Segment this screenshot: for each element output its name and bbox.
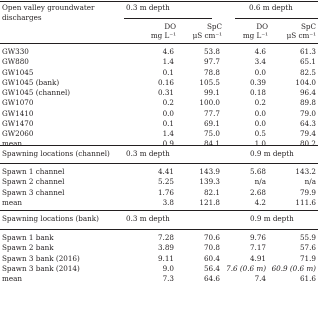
table-cell: 60.4: [203, 253, 220, 263]
table-cell: 3.8: [162, 197, 174, 207]
row-label: GW1045: [2, 67, 34, 77]
table-cell: 77.7: [203, 108, 220, 118]
table-cell: 61.6: [299, 274, 316, 283]
table-cell: 4.91: [249, 253, 266, 263]
row-label: GW330: [2, 47, 29, 56]
table-cell: 5.68: [249, 167, 266, 176]
table-cell: 4.2: [254, 197, 266, 207]
row-label: mean: [2, 139, 22, 149]
col-head-do-b-unit: mg L⁻¹: [242, 31, 268, 40]
table-cell: 0.0: [162, 108, 174, 118]
table-cell: 0.0: [254, 108, 266, 118]
table-cell: 100.0: [199, 98, 220, 108]
table-cell: 7.3: [162, 274, 174, 283]
table-cell: 78.8: [203, 67, 220, 77]
table-cell: 105.5: [199, 77, 220, 87]
table-cell: 2.68: [249, 187, 266, 197]
table-cell: 70.6: [203, 233, 220, 242]
section-3-depth-b: 0.9 m depth: [250, 214, 294, 223]
section-3-title: Spawning locations (bank): [2, 214, 99, 223]
section-1-title-line-2: discharges: [2, 13, 42, 22]
table-cell: 0.31: [157, 88, 174, 97]
table-cell: 7.6 (0.6 m): [226, 263, 266, 273]
table-cell: 0.2: [254, 98, 266, 108]
table-cell: 61.3: [299, 47, 316, 56]
table-cell: 121.8: [199, 197, 220, 207]
section-1-depth-b: 0.6 m depth: [249, 3, 293, 12]
section-2-depth-b: 0.9 m depth: [250, 149, 294, 158]
table-cell: 79.0: [299, 108, 316, 118]
table-cell: 55.9: [299, 233, 316, 242]
row-label: GW1410: [2, 108, 34, 118]
table-cell: n/a: [304, 177, 316, 187]
table-cell: 3.89: [157, 243, 174, 253]
table-cell: 4.6: [162, 47, 174, 56]
table-cell: 4.41: [157, 167, 174, 176]
table-cell: 7.17: [249, 243, 266, 253]
section-2-title: Spawning locations (channel): [2, 149, 110, 158]
row-label: mean: [2, 197, 22, 207]
section-1-header-rule: [0, 43, 318, 44]
row-label: Spawn 3 channel: [2, 187, 65, 197]
table-cell: 57.6: [299, 243, 316, 253]
table-cell: 0.16: [157, 77, 174, 87]
table-cell: 84.1: [203, 139, 220, 149]
col-head-do-b: DO: [256, 22, 268, 31]
table-cell: 0.0: [254, 67, 266, 77]
row-label: GW2060: [2, 129, 34, 138]
table-cell: 82.5: [299, 67, 316, 77]
table-cell: 9.0: [162, 263, 174, 273]
table-cell: 80.2: [299, 139, 316, 149]
section-3-header-rule: [0, 229, 318, 230]
table-cell: 64.3: [299, 118, 316, 128]
table-cell: 1.0: [254, 139, 266, 149]
table-cell: 0.18: [249, 88, 266, 97]
table-cell: n/a: [254, 177, 266, 187]
table-cell: 1.4: [162, 57, 174, 67]
row-label: Spawn 3 bank (2016): [2, 253, 80, 263]
table-cell: 3.4: [254, 57, 266, 67]
row-label: Spawn 1 bank: [2, 233, 54, 242]
table-cell: 89.8: [299, 98, 316, 108]
section-2-depth-a: 0.3 m depth: [126, 149, 170, 158]
row-label: mean: [2, 274, 22, 283]
table-cell: 0.1: [162, 67, 174, 77]
table-cell: 1.4: [162, 129, 174, 138]
table-cell: 53.8: [203, 47, 220, 56]
row-label: Spawn 2 bank: [2, 243, 54, 253]
row-label: GW1070: [2, 98, 34, 108]
table-cell: 4.6: [254, 47, 266, 56]
col-head-do-a: DO: [164, 22, 176, 31]
table-cell: 65.1: [299, 57, 316, 67]
table-cell: 96.4: [299, 88, 316, 97]
col-head-do-a-unit: mg L⁻¹: [150, 31, 176, 40]
table-cell: 143.9: [199, 167, 220, 176]
row-label: Spawn 1 channel: [2, 167, 65, 176]
table-cell: 5.25: [157, 177, 174, 187]
table-cell: 75.0: [203, 129, 220, 138]
col-head-spc-a: SpC: [206, 22, 222, 31]
table-cell: 60.9 (0.6 m): [271, 263, 316, 273]
table-cell: 0.0: [254, 118, 266, 128]
table-cell: 143.2: [295, 167, 316, 176]
row-label: Spawn 3 bank (2014): [2, 263, 80, 273]
table-cell: 71.9: [299, 253, 316, 263]
table-cell: 0.1: [162, 118, 174, 128]
table-cell: 0.5: [254, 129, 266, 138]
table-cell: 70.8: [203, 243, 220, 253]
table-cell: 9.76: [249, 233, 266, 242]
row-label: GW1470: [2, 118, 34, 128]
row-label: GW1045 (channel): [2, 88, 71, 97]
row-label: GW880: [2, 57, 29, 67]
section-2-header-rule: [0, 163, 318, 164]
table-cell: 0.39: [249, 77, 266, 87]
section-1-depth-b-rule: [235, 18, 318, 19]
table-cell: 9.11: [157, 253, 174, 263]
table-cell: 79.9: [299, 187, 316, 197]
table-cell: 7.4: [254, 274, 266, 283]
col-head-spc-b: SpC: [300, 22, 316, 31]
table-cell: 97.7: [203, 57, 220, 67]
col-head-spc-a-unit: μS cm⁻¹: [192, 31, 222, 40]
section-1-depth-a-rule: [124, 18, 212, 19]
row-label: Spawn 2 channel: [2, 177, 65, 187]
table-cell: 139.3: [199, 177, 220, 187]
table-cell: 64.6: [203, 274, 220, 283]
section-1-depth-a: 0.3 m depth: [126, 3, 170, 12]
table-cell: 79.4: [299, 129, 316, 138]
table-cell: 104.0: [295, 77, 316, 87]
table-cell: 99.1: [203, 88, 220, 97]
table-cell: 56.4: [203, 263, 220, 273]
section-2-top-rule: [0, 145, 318, 146]
section-1-title-line-1: Open valley groundwater: [2, 3, 95, 12]
section-3-depth-a: 0.3 m depth: [126, 214, 170, 223]
col-head-spc-b-unit: μS cm⁻¹: [286, 31, 316, 40]
table-cell: 0.2: [162, 98, 174, 108]
row-label: GW1045 (bank): [2, 77, 60, 87]
section-3-top-rule: [0, 210, 318, 211]
table-top-rule: [0, 1, 318, 2]
table-cell: 1.76: [157, 187, 174, 197]
table-cell: 7.28: [157, 233, 174, 242]
table-cell: 0.9: [162, 139, 174, 149]
table-cell: 69.1: [203, 118, 220, 128]
table-cell: 111.6: [295, 197, 316, 207]
table-cell: 82.1: [203, 187, 220, 197]
